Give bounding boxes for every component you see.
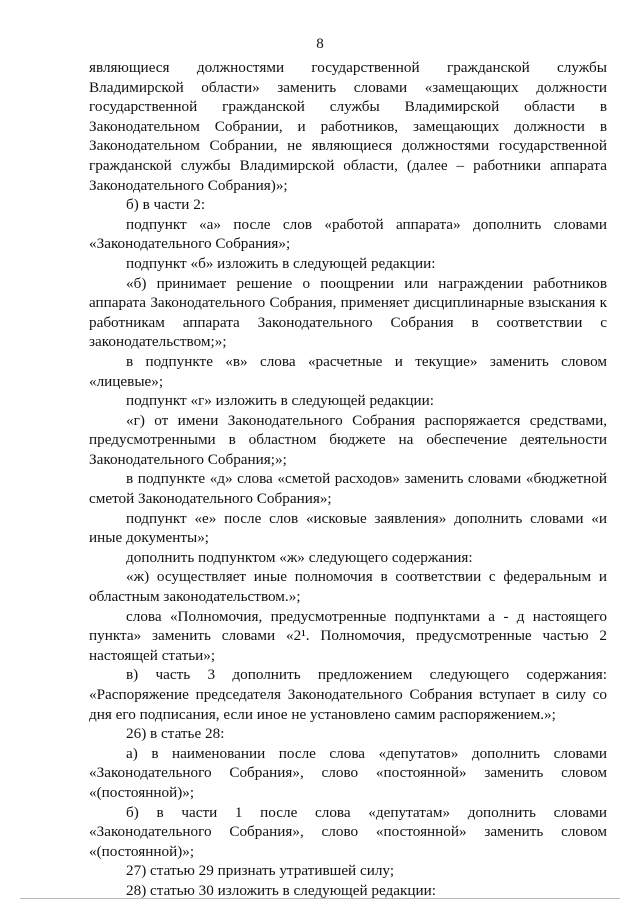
paragraph: в подпункте «д» слова «сметой расходов» заменить словами «бюджетной сметой Законодательного Собрания»; bbox=[89, 470, 607, 508]
paragraph: а) в наименовании после слова «депутатов» дополнить словами «Законодательного Собрания», слово «постоянной» заменить словом «(постоянной)»; bbox=[89, 744, 607, 801]
paragraph: подпункт «е» после слов «исковые заявления» дополнить словами «и иные документы»; bbox=[89, 509, 607, 547]
page-number: 8 bbox=[316, 36, 324, 52]
paragraph: в подпункте «в» слова «расчетные и текущие» заменить словом «лицевые»; bbox=[89, 352, 607, 390]
paragraph: «ж) осуществляет иные полномочия в соответствии с федеральным и областным законодательством.»; bbox=[89, 568, 607, 606]
paragraph: подпункт «а» после слов «работой аппарата» дополнить словами «Законодательного Собрания»; bbox=[89, 215, 607, 253]
paragraph: б) в части 1 после слова «депутатам» дополнить словами «Законодательного Собрания», слово «постоянной» заменить словом «(постоянной)»; bbox=[89, 803, 607, 860]
paragraph: «г) от имени Законодательного Собрания распоряжается средствами, предусмотренными в областном бюджете на обеспечение деятельности Законодательного Собрания;»; bbox=[89, 411, 607, 468]
paragraph: в) часть 3 дополнить предложением следующего содержания: «Распоряжение председателя Законодательного Собрания вступает в силу со дня его подписания, если иное не установлено самим распоряжением.»; bbox=[89, 666, 607, 723]
paragraph: 28) статью 30 изложить в следующей редакции: bbox=[126, 881, 436, 899]
paragraph: 26) в статье 28: bbox=[126, 725, 225, 743]
bottom-divider bbox=[20, 898, 620, 899]
paragraph: подпункт «б» изложить в следующей редакции: bbox=[126, 254, 436, 272]
paragraph: «б) принимает решение о поощрении или награждении работников аппарата Законодательного Собрания, применяет дисциплинарные взыскания к работникам аппарата Законодательного Собрания в соответствии с законодательством;»; bbox=[89, 274, 607, 351]
paragraph: 27) статью 29 признать утратившей силу; bbox=[126, 862, 395, 880]
paragraph: подпункт «г» изложить в следующей редакции: bbox=[126, 392, 435, 410]
paragraph: являющиеся должностями государственной гражданской службы Владимирской области» заменить словами «замещающих должности государственной гражданской службы Владимирской области в Законодательном Собрании, и работников, замещающих должности в Законодательном Собрании, не являющиеся должностями государственной гражданской службы Владимирской области, (далее – работники аппарата Законодательного Собрания)»; bbox=[89, 59, 607, 194]
document-body bbox=[89, 58, 607, 901]
paragraph: слова «Полномочия, предусмотренные подпунктами а - д настоящего пункта» заменить словами «2¹. Полномочия, предусмотренные частью 2 настоящей статьи»; bbox=[89, 607, 607, 664]
paragraph: дополнить подпунктом «ж» следующего содержания: bbox=[126, 548, 473, 566]
paragraph: б) в части 2: bbox=[126, 196, 206, 214]
